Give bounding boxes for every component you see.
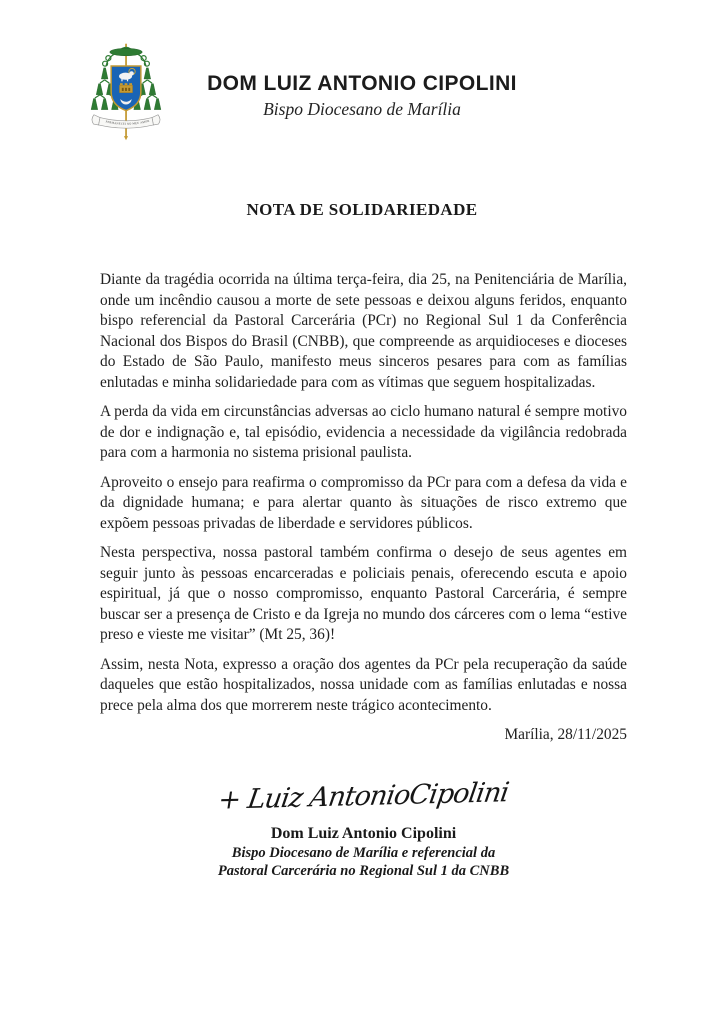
motto-text: PERMANECEI NO MEU AMOR [105,118,150,126]
letterhead [0,72,724,120]
bishop-title-subheading: Bispo Diocesano de Marília [263,99,461,119]
body-paragraphs [100,270,627,716]
signature-role-line2: Pastoral Carcerária no Regional Sul 1 da CNBB [217,863,510,879]
body-paragraph: Aproveito o ensejo para reafirma o compromisso da PCr para com a defesa da vida e da dignidade humana; e para alertar quanto às situações de risco extremo que expõem pessoas privadas de liberdade e servidores públicos. [100,473,627,532]
body-paragraph: A perda da vida em circunstâncias adversas ao ciclo humano natural é sempre motivo de dor e indignação e, tal episódio, evidencia a necessidade da vigilância redobrada para com a harmonia no sistema prisional paulista. [100,403,627,461]
signature-role-line1: Bispo Diocesano de Marília e referencial da [231,845,496,861]
handwritten-signature: + Luiz AntonioCipolini [216,776,511,816]
signature-name: Dom Luiz Antonio Cipolini [270,824,457,842]
dateline: Marília, 28/11/2025 [504,726,627,743]
document-title: NOTA DE SOLIDARIEDADE [246,200,478,219]
document-body [100,270,627,880]
body-paragraph: Assim, nesta Nota, expresso a oração dos agentes da PCr pela recuperação da saúde daqueles que estão hospitalizados, nossa unidade com as famílias enlutadas e nossa prece pela alma dos que morrerem neste trágico acontecimento. [100,655,627,714]
bishop-name-heading: DOM LUIZ ANTONIO CIPOLINI [207,72,517,95]
body-paragraph: Diante da tragédia ocorrida na última terça-feira, dia 25, na Penitenciária de Marília, onde um incêndio causou a morte de sete pessoas e deixou alguns feridos, enquanto bispo referencial da Pastoral Carcerária (PCr) no Regional Sul 1 da Conferência Nacional dos Bispos do Brasil (CNBB), que compreende as arquidioceses e dioceses do Estado de São Paulo, manifesto meus sinceros pesares para com as famílias enlutadas e minha solidariedade para com as vítimas que seguem hospitalizadas. [100,271,627,391]
body-paragraph: Nesta perspectiva, nossa pastoral também confirma o desejo de seus agentes em seguir junto às pessoas encarceradas e policiais penais, oferecendo escuta e apoio espiritual, já que o nosso compromisso, enquanto Pastoral Carcerária, é sempre buscar ser a presença de Cristo e da Igreja no mundo dos cárceres com o lema “estive preso e vieste me visitar” (Mt 25, 36)! [100,544,627,643]
signature-block [100,776,627,881]
